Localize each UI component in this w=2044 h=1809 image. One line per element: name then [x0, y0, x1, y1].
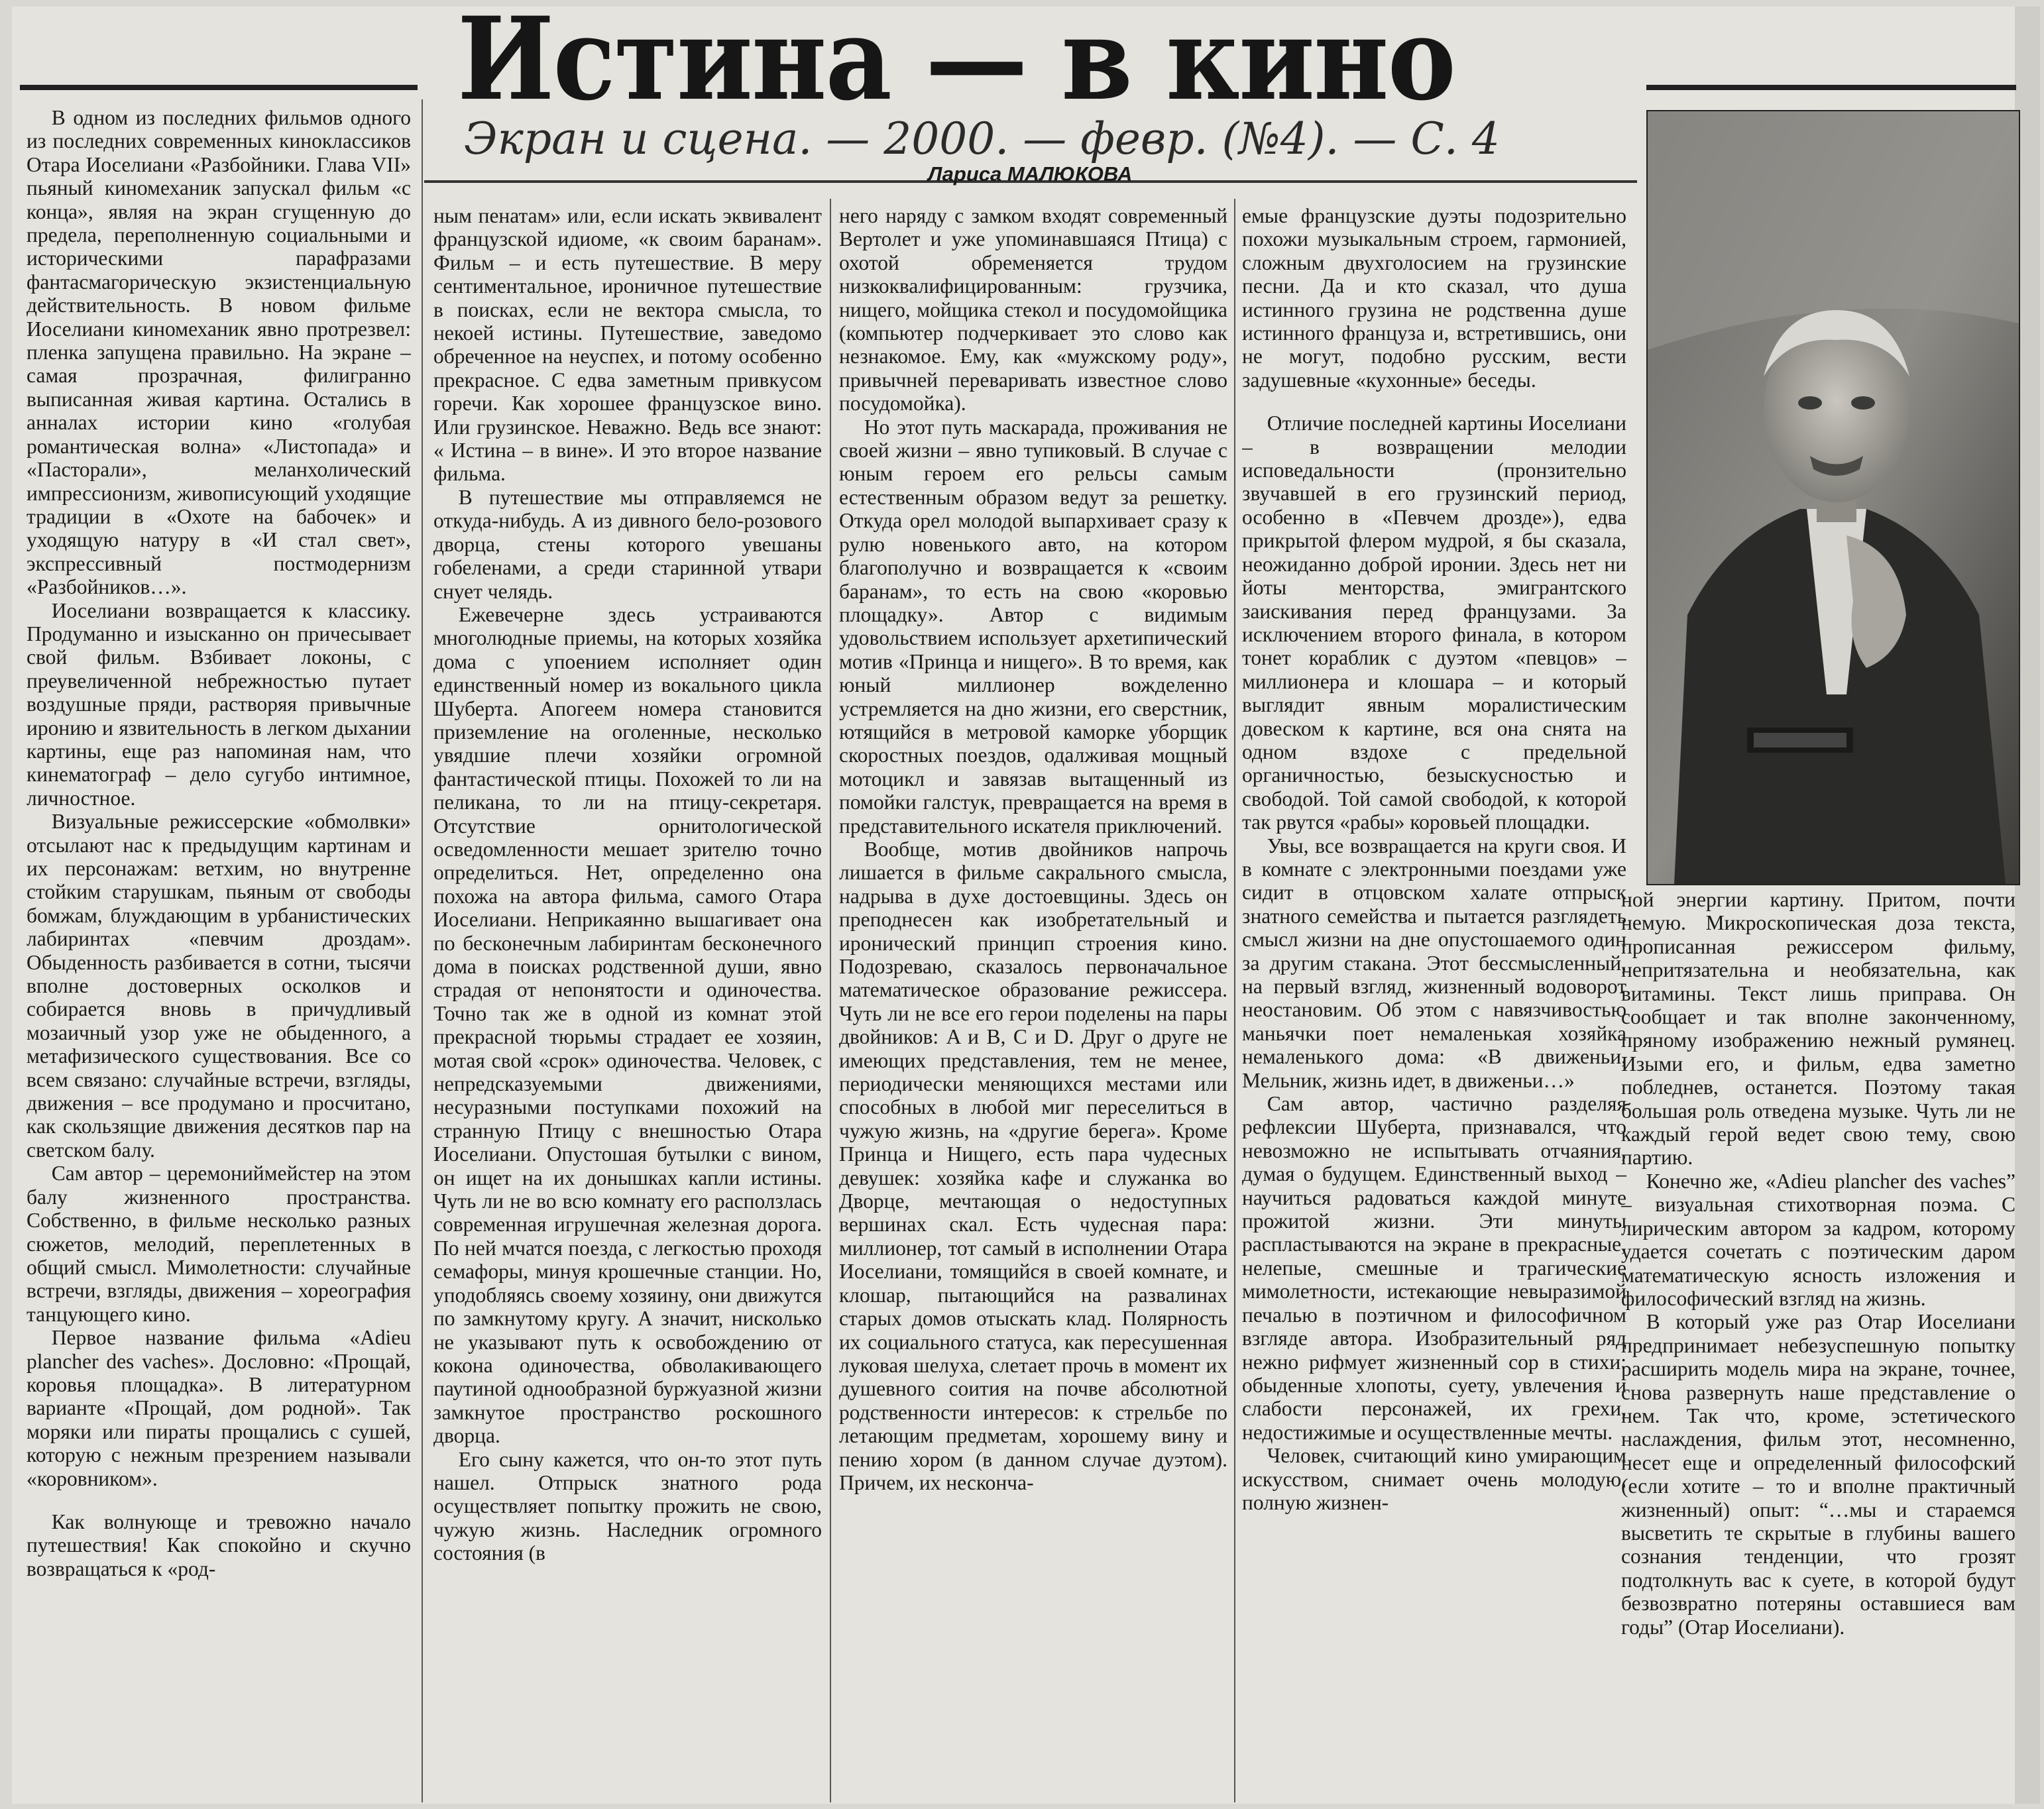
- paragraph: Иоселиани возвращается к классику. Продуманно и изысканно он причесывает свой фильм. Взбивает локоны, с преувеличенной небрежностью путает воздушные пряди, растворяя привычные иронию и язвительность в легком дыхании картины, еще раз напоминая нам, что кинематограф – дело сугубо интимное, личностное.: [27, 598, 411, 810]
- article-column-5: [1621, 888, 2016, 1802]
- paragraph: Сам автор – церемониймейстер на этом балу жизненного пространства. Собственно, в фильме несколько разных сюжетов, мелодий, переплетенных в общий смысл. Мимолетности: случайные встречи, взгляды, движения – хореография танцующего кино.: [27, 1162, 411, 1326]
- top-rule-right: [1646, 85, 2016, 90]
- column-rule: [830, 199, 831, 1802]
- column-rule: [422, 99, 423, 1802]
- paragraph: Ежевечерне здесь устраиваются многолюдные приемы, на которых хозяйка дома с упоением исполняет один единственный номер из вокального цикла Шуберта. Апогеем номера становится приземление на оголенные, несколько увядшие плечи хозяйки огромной фантастической птицы. Похожей то ли на пеликана, то ли на птицу-секретаря. Отсутствие орнитологической осведомленности мешает зрителю точно определиться. Нет, определенно она похожа на автора фильма, самого Отара Иоселиани. Неприкаянно вышагивает она по бесконечным лабиринтам бесконечного дома в поисках родственной души, явно страдая от непонятости и одиночества. Точно так же в одной из комнат этой прекрасной тюрьмы страдает ее хозяин, мотая свой «срок» одиночества. Человек, с непредсказуемыми движениями, несуразными поступками похожий на странную Птицу с внешностью Отара Иоселиани. Опустошая бутылки с вином, он ищет на их донышках капли истины. Чуть ли не во всю комнату его расползлась современная игрушечная железная дорога. По ней мчатся поезда, с легкостью проходя семафоры, минуя крошечные станции. Но, уподобляясь своему хозяину, они движутся по замкнутому кругу. А значит, нисколько не указывают путь к освобождению от кокона одиночества, обволакивающего паутиной однообразной буржуазной жизни замкнутое пространство роскошного дворца.: [433, 602, 822, 1448]
- article-column-4: [1242, 204, 1626, 1802]
- paragraph: В путешествие мы отправляемся не откуда-нибудь. А из дивного бело-розового дворца, стены которого увешаны гобеленами, а среди старинной утвари снует челядь.: [433, 485, 822, 603]
- headline: Истина — в кино: [457, 0, 1455, 126]
- portrait-image: [1648, 111, 2019, 884]
- paragraph: Сам автор, частично разделяя рефлексии Шуберта, признавался, что невозможно не испытывать отчаяния, думая о будущем. Единственный выход – научиться радоваться каждой минуте прожитой жизни. Эти минуты распластываются на экране в прекрасные, нелепые, смешные и трагические мимолетности, истекающие невыразимой печалью в поэтичном и философичном взгляде автора. Изобразительный ряд нежно рифмует жизненный сор в стихи: обыденные хлопоты, суету, увлечения и слабости персонажей, их грехи, недостижимые и осуществленные мечты.: [1242, 1092, 1626, 1444]
- author-byline: Лариса МАЛЮКОВА: [928, 162, 1133, 186]
- article-column-1: [27, 106, 411, 1802]
- portrait-photo: [1646, 110, 2020, 885]
- paragraph: емые французские дуэты подозрительно похожи музыкальным строем, гармонией, сложным двухголосием на грузинские песни. Да и кто сказал, что душа истинного грузина не родственна душе истинного француза и, встретившись, они не могут, подобно русским, вести задушевные «кухонные» беседы.: [1242, 204, 1626, 392]
- paragraph: Первое название фильма «Adieu plancher des vaches». Дословно: «Прощай, коровья площадка». В литературном варианте «Прощай, дом родной». Так моряки или пираты прощались с сушей, которую с нежным презрением называли «коровником».: [27, 1326, 411, 1490]
- paragraph: Отличие последней картины Иоселиани – в возвращении мелодии исповедальности (пронзительно звучавшей в его грузинский период, особенно в «Певчем дрозде»), едва прикрытой флером мудрой, я бы сказала, неожиданно доброй иронии. Здесь нет ни йоты менторства, эмигрантского заискивания перед французами. За исключением второго финала, в котором тонет кораблик с дуэтом «певцов» – миллионера и клошара – и который выглядит явным моралистическим довеском к картине, вся она снята на одном вздохе с предельной органичностью, безыскусностью и свободой. Той самой свободой, к которой так рвутся «рабы» коровьей площадки.: [1242, 411, 1626, 834]
- paragraph: ной энергии картину. Притом, почти немую. Микроскопическая доза текста, прописанная режиссером фильму, непритязательна и необязательна, как витамины. Текст лишь приправа. Он сообщает и так вполне законченному, пряному изображению нежный румянец. Изыми его, и фильм, едва заметно побледнев, останется. Поэтому такая большая роль отведена музыке. Чуть ли не каждый герой ведет свою тему, свою партию.: [1621, 888, 2016, 1170]
- paragraph: Конечно же, «Adieu plancher des vaches” – визуальная стихотворная поэма. С лирическим автором за кадром, которому удается сочетать с поэтическим даром математическую ясность изложения и философический взгляд на жизнь.: [1621, 1169, 2016, 1310]
- handwritten-citation: Экран и сцена. — 2000. — февр. (№4). — С. 4: [464, 113, 1500, 164]
- paragraph: Визуальные режиссерские «обмолвки» отсылают нас к предыдущим картинам и их персонажам: ветхим, но внутренне стойким старушкам, пьяным от свободы бомжам, блуждающим в урбанистических лабиринтах «певчим дроздам». Обыденность разбивается в сотни, тысячи вполне достоверных осколков и собирается вновь в причудливый мозаичный узор уже не обыденного, а метафизического существования. Все со всем связано: случайные встречи, взгляды, движения – все продумано и просчитано, как скользящие движения десятков пар на светском балу.: [27, 810, 411, 1162]
- paragraph: В который уже раз Отар Иоселиани предпринимает небезуспешную попытку расширить модель мира на экране, точнее, снова развернуть наше представление о нем. Так что, кроме, эстетического наслаждения, фильм этот, несомненно, несет еще и определенный философский (если хотите – то и вполне практичный жизненный) опыт: “…мы и стараемся высветить те скрытые в глубины вашего сознания тенденции, что грозят подтолкнуть вас к суете, в которой будут безвозвратно потеряны оставшиеся вам годы” (Отар Иоселиани).: [1621, 1310, 2016, 1639]
- article-column-2: [433, 204, 822, 1802]
- paragraph: Его сыну кажется, что он-то этот путь нашел. Отпрыск знатного рода осуществляет попытку прожить не свою, чужую жизнь. Наследник огромного состояния (в: [433, 1447, 822, 1565]
- paragraph: него наряду с замком входят современный Вертолет и уже упоминавшаяся Птица) с охотой обременяется трудом низкоквалифицированным: грузчика, нищего, мойщика стекол и посудомойщика (компьютер подчеркивает это слово как незнакомое. Ему, как «мужскому роду», привычней переваривать известное слово посудомойка).: [839, 204, 1227, 415]
- paragraph: ным пенатам» или, если искать эквивалент французской идиоме, «к своим баранам». Фильм – и есть путешествие. В меру сентиментальное, ироничное путешествие в поисках, если не вектора смысла, то некоей истины. Путешествие, заведомо обреченное на неуспех, и потому особенно прекрасное. С едва заметным привкусом горечи. Как хорошее французское вино. Или грузинское. Неважно. Ведь все знают: « Истина – в вине». И это второе название фильма.: [433, 204, 822, 486]
- paragraph: Увы, все возвращается на круги своя. И в комнате с электронными поездами уже сидит в отцовском халате отпрыск знатного семейства и пытается разглядеть смысл жизни на дне опустошаемого один за другим стакана. Этот бессмысленный, на первый взгляд, жизненный водоворот неостановим. Об этом с навязчивостью маньячки поет немаленькая хозяйка немаленького дома: «В движеньи, Мельник, жизнь идет, в движеньи…»: [1242, 834, 1626, 1092]
- paragraph: Но этот путь маскарада, проживания не своей жизни – явно тупиковый. В случае с юным героем его рельсы самым естественным образом ведут за решетку. Откуда орел молодой выпархивает сразу к рулю новенького авто, на котором благополучно и возвращается к «своим баранам», то есть на свою «коровью площадку». Автор с видимым удовольствием использует архетипический мотив «Принца и нищего». В то время, как юный миллионер вожделенно устремляется на дно жизни, его сверстник, ютящийся в метровой каморке уборщик скоростных поездов, одалживая мощный мотоцикл и завязав вытащенный из помойки галстук, превращается на время в представительного искателя приключений.: [839, 415, 1227, 838]
- paragraph: Как волнующе и тревожно начало путешествия! Как спокойно и скучно возвращаться к «род-: [27, 1509, 411, 1580]
- article-column-3: [839, 204, 1227, 1802]
- column-rule: [1234, 199, 1235, 1802]
- paragraph: В одном из последних фильмов одного из последних современных киноклассиков Отара Иоселиани «Разбойники. Глава VII» пьяный киномеханик запускал фильм «с конца», являя на экран сгущенную до предела, переполненную социальными и историческими парафразами фантасмагорическую экзистенциальную действительность. В новом фильме Иоселиани киномеханик явно протрезвел: пленка запущена правильно. На экране – самая прозрачная, филигранно выписанная живая картина. Остались в анналах истории кино «голубая романтическая волна» «Листопада» и «Пасторали», меланхолический импрессионизм, живописующий уходящие традиции в «Охоте на бабочек» и уходящую натуру в «И стал свет», экспрессивный постмодернизм «Разбойников…».: [27, 106, 411, 599]
- top-rule-left: [20, 85, 418, 90]
- paragraph: Вообще, мотив двойников напрочь лишается в фильме сакрального смысла, надрыва в духе достоевщины. Здесь он преподнесен как изобретательный и иронический принцип строения кино. Подозреваю, сказалось первоначальное математическое образование режиссера. Чуть ли не все его герои поделены на пары двойников: A и B, C и D. Друг о друге не имеющих представления, тем не менее, периодически меняющихся местами или способных в любой миг переселиться в чужую жизнь, на «другие берега». Кроме Принца и Нищего, есть пара чудесных девушек: хозяйка кафе и служанка во Дворце, мечтающая о недоступных вершинах скал. Есть чудесная пара: миллионер, тот самый в исполнении Отара Иоселиани, томящийся в своей комнате, и клошар, пытающийся на развалинах старых домов отыскать клад. Полярность их социального статуса, как пересушенная луковая шелуха, слетает прочь в момент их душевного соития на почве абсолютной родственности интересов: к стрельбе по летающим предметам, хорошему вину и пению хором (в данном случае дуэтом). Причем, их нескончa-: [839, 837, 1227, 1494]
- paragraph: Человек, считающий кино умирающим искусством, снимает очень молодую, полную жизнен-: [1242, 1444, 1626, 1514]
